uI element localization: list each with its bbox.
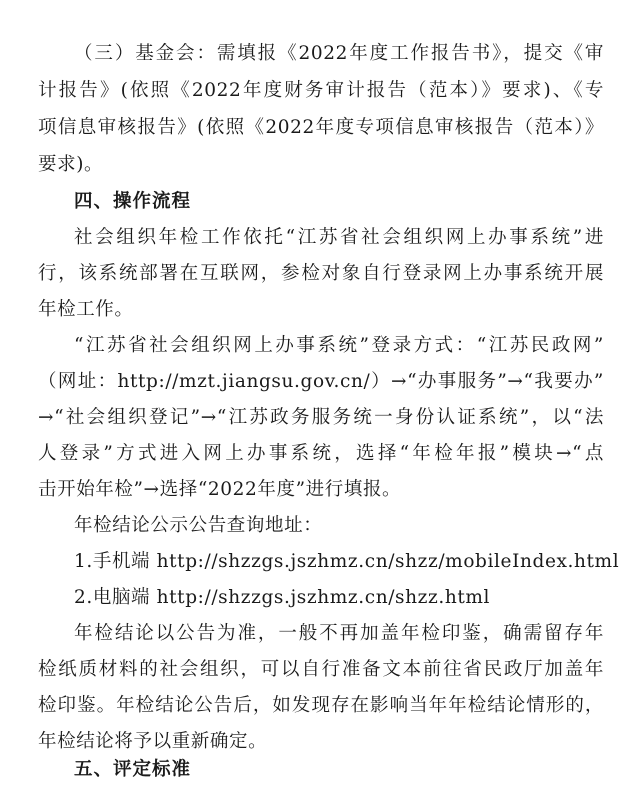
conclusion-line-2: 检纸质材料的社会组织，可以自行准备文本前往省民政厅加盖年	[38, 659, 604, 680]
foundation-line-1: （三）基金会：需填报《2022年度工作报告书》，提交《审	[74, 43, 604, 64]
foundation-line-3: 项信息审核报告》(依照《2022年度专项信息审核报告（范本）》	[38, 117, 604, 138]
section-heading-5: 五、评定标准	[74, 759, 192, 780]
login-line-4: 人登录”方式进入网上办事系统，选择“年检年报”模块→“点	[38, 443, 604, 464]
conclusion-line-1: 年检结论以公告为准，一般不再加盖年检印鉴，确需留存年	[74, 623, 604, 644]
system-line-1: 社会组织年检工作依托“江苏省社会组织网上办事系统”进	[74, 227, 604, 248]
system-line-2: 行，该系统部署在互联网，参检对象自行登录网上办事系统开展	[38, 263, 604, 284]
section-heading-4: 四、操作流程	[74, 191, 192, 212]
login-line-1: “江苏省社会组织网上办事系统”登录方式：“江苏民政网”	[74, 335, 604, 356]
login-line-3: →“社会组织登记”→“江苏政务服务统一身份认证系统”，以“法	[38, 407, 604, 428]
query-pc-link[interactable]: 2.电脑端 http://shzzgs.jszhmz.cn/shzz.html	[74, 587, 491, 608]
query-mobile-link[interactable]: 1.手机端 http://shzzgs.jszhmz.cn/shzz/mobileIndex.html	[74, 551, 620, 572]
system-line-3: 年检工作。	[38, 299, 134, 320]
login-line-5: 击开始年检”→选择“2022年度”进行填报。	[38, 479, 402, 500]
login-line-2: （网址：http://mzt.jiangsu.gov.cn/）→“办事服务”→“我要办”	[38, 371, 604, 392]
foundation-line-4: 要求)。	[38, 154, 104, 175]
conclusion-line-4: 年检结论将予以重新确定。	[38, 731, 268, 752]
conclusion-line-3: 检印鉴。年检结论公告后，如发现存在影响当年年检结论情形的，	[38, 695, 604, 716]
query-title: 年检结论公示公告查询地址：	[74, 515, 323, 536]
foundation-line-2: 计报告》(依照《2022年度财务审计报告（范本）》要求)、《专	[38, 80, 604, 101]
